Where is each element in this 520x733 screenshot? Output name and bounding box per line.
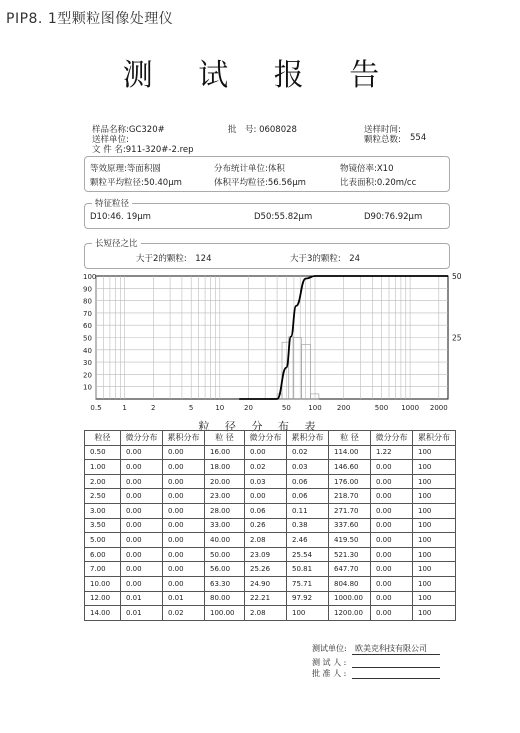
table-cell: 0.00 [371, 503, 413, 518]
table-header-cell: 累积分布 [287, 431, 329, 446]
table-header-cell: 微分分布 [371, 431, 413, 446]
table-cell: 20.00 [205, 474, 245, 489]
table-cell: 0.00 [121, 460, 163, 475]
table-cell: 0.03 [245, 474, 287, 489]
equiv-principle: 等效原理:等面积圆 [90, 164, 161, 174]
table-cell: 114.00 [329, 445, 371, 460]
x-tick-label: 100 [308, 404, 322, 412]
file-name: 文 件 名:911-320#-2.rep [92, 145, 194, 155]
table-row [85, 562, 456, 577]
tester-underline [352, 667, 440, 668]
table-cell: 0.02 [245, 460, 287, 475]
table-cell: 218.70 [329, 489, 371, 504]
table-cell: 56.00 [205, 562, 245, 577]
table-cell: 0.00 [121, 547, 163, 562]
table-cell: 33.00 [205, 518, 245, 533]
table-cell: 0.00 [245, 489, 287, 504]
table-cell: 3.50 [85, 518, 121, 533]
table-cell: 100 [413, 489, 456, 504]
test-unit-underline [352, 654, 440, 655]
table-cell: 7.00 [85, 562, 121, 577]
test-unit-value: 欧美克科技有限公司 [355, 644, 427, 653]
table-cell: 0.06 [287, 489, 329, 504]
table-row [85, 591, 456, 606]
ratio-gt3: 大于3的颗粒: 24 [290, 254, 361, 264]
x-tick-label: 1 [122, 404, 127, 412]
table-cell: 100 [413, 606, 456, 621]
table-cell: 25.26 [245, 562, 287, 577]
table-cell: 6.00 [85, 547, 121, 562]
magnification: 物镜倍率:X10 [340, 164, 394, 174]
table-cell: 521.30 [329, 547, 371, 562]
table-cell: 50.81 [287, 562, 329, 577]
table-cell: 0.01 [121, 591, 163, 606]
table-cell: 0.03 [287, 460, 329, 475]
table-header-cell: 微分分布 [121, 431, 163, 446]
y-tick-label: 60 [83, 322, 92, 331]
size-distribution-table [84, 430, 456, 621]
send-time: 送样时间: [364, 125, 401, 135]
table-cell: 100 [413, 474, 456, 489]
table-cell: 0.02 [287, 445, 329, 460]
table-row [85, 460, 456, 475]
table-cell: 75.71 [287, 576, 329, 591]
table-cell: 22.21 [245, 591, 287, 606]
x-tick-label: 2000 [429, 404, 448, 412]
y-tick-label: 20 [83, 371, 92, 380]
table-cell: 100.00 [205, 606, 245, 621]
table-header-cell: 累积分布 [413, 431, 456, 446]
d10-value: D10:46. 19μm [90, 212, 151, 222]
x-tick-label: 0.5 [90, 404, 102, 412]
table-cell: 100 [413, 562, 456, 577]
table-cell: 3.00 [85, 503, 121, 518]
table-cell: 0.00 [121, 518, 163, 533]
table-title: 粒 径 分 布 表 [198, 420, 322, 433]
table-cell: 804.80 [329, 576, 371, 591]
x-tick-label: 2 [151, 404, 156, 412]
table-cell: 0.00 [371, 576, 413, 591]
tester-label: 测 试 人 : [312, 658, 347, 667]
table-cell: 10.00 [85, 576, 121, 591]
report-title: 测 试 报 告 [122, 58, 398, 93]
table-cell: 18.00 [205, 460, 245, 475]
table-cell: 100 [413, 503, 456, 518]
table-cell: 0.00 [371, 547, 413, 562]
table-row [85, 474, 456, 489]
table-cell: 0.00 [371, 460, 413, 475]
table-header-cell: 粒 径 [329, 431, 371, 446]
table-cell: 419.50 [329, 533, 371, 548]
sample-name: 样品名称:GC320# [92, 125, 165, 135]
table-cell: 80.00 [205, 591, 245, 606]
table-cell: 2.08 [245, 606, 287, 621]
table-row [85, 518, 456, 533]
table-row [85, 576, 456, 591]
table-cell: 0.50 [85, 445, 121, 460]
table-cell: 0.00 [371, 518, 413, 533]
table-cell: 1.22 [371, 445, 413, 460]
table-cell: 0.00 [121, 489, 163, 504]
table-cell: 100 [413, 445, 456, 460]
table-cell: 0.00 [371, 533, 413, 548]
table-cell: 2.50 [85, 489, 121, 504]
table-cell: 0.00 [371, 606, 413, 621]
aspect-ratio-legend: 长短径之比 [92, 237, 141, 249]
right-tick-label: 50 [452, 272, 462, 281]
x-tick-label: 50 [281, 404, 291, 412]
table-cell: 647.70 [329, 562, 371, 577]
right-axis-ticks [452, 272, 462, 343]
table-cell: 100 [413, 518, 456, 533]
table-cell: 97.92 [287, 591, 329, 606]
approver-underline [352, 678, 440, 679]
table-cell: 100 [287, 606, 329, 621]
app-title: PIP8. 1型颗粒图像处理仪 [6, 11, 174, 27]
table-cell: 0.00 [121, 533, 163, 548]
table-cell: 0.02 [163, 606, 205, 621]
table-cell: 25.54 [287, 547, 329, 562]
y-tick-label: 50 [83, 334, 92, 343]
table-cell: 0.06 [245, 503, 287, 518]
table-cell: 0.06 [287, 474, 329, 489]
table-cell: 0.00 [163, 533, 205, 548]
y-tick-label: 100 [83, 273, 97, 281]
table-cell: 0.00 [121, 503, 163, 518]
y-tick-label: 70 [83, 309, 92, 318]
table-cell: 0.00 [163, 576, 205, 591]
y-tick-label: 80 [83, 297, 92, 306]
table-cell: 0.26 [245, 518, 287, 533]
x-tick-label: 500 [374, 404, 389, 412]
x-tick-label: 200 [336, 404, 351, 412]
table-cell: 176.00 [329, 474, 371, 489]
table-cell: 0.00 [163, 489, 205, 504]
x-tick-label: 5 [188, 404, 194, 412]
y-tick-label: 90 [83, 285, 92, 294]
table-cell: 146.60 [329, 460, 371, 475]
d50-value: D50:55.82μm [254, 212, 313, 222]
particle-total: 554 [410, 133, 427, 143]
table-cell: 23.00 [205, 489, 245, 504]
test-unit-label: 测试单位: [312, 644, 347, 653]
table-row [85, 547, 456, 562]
particle-total-label: 颗粒总数: [364, 135, 401, 145]
table-cell: 0.00 [121, 576, 163, 591]
table-cell: 0.00 [371, 591, 413, 606]
table-header-cell: 粒径 [85, 431, 121, 446]
table-row [85, 606, 456, 621]
approver-label: 批 准 人 : [312, 669, 347, 678]
table-cell: 50.00 [205, 547, 245, 562]
table-cell: 23.09 [245, 547, 287, 562]
volume-mean-size: 体积平均粒径:56.56μm [214, 178, 306, 188]
table-cell: 0.00 [371, 489, 413, 504]
table-cell: 0.00 [121, 474, 163, 489]
send-unit: 送样单位: [92, 135, 129, 145]
ratio-gt2: 大于2的颗粒: 124 [136, 254, 212, 264]
particle-distribution-chart [0, 268, 520, 418]
table-cell: 0.00 [163, 562, 205, 577]
table-cell: 1.00 [85, 460, 121, 475]
table-cell: 0.00 [371, 562, 413, 577]
table-cell: 5.00 [85, 533, 121, 548]
table-cell: 271.70 [329, 503, 371, 518]
table-cell: 28.00 [205, 503, 245, 518]
table-cell: 1200.00 [329, 606, 371, 621]
x-axis-ticks [90, 404, 447, 412]
x-tick-label: 10 [215, 404, 225, 412]
x-tick-label: 20 [243, 404, 253, 412]
table-cell: 0.01 [121, 606, 163, 621]
table-cell: 100 [413, 576, 456, 591]
table-cell: 2.46 [287, 533, 329, 548]
table-cell: 0.00 [163, 518, 205, 533]
table-cell: 100 [413, 547, 456, 562]
table-cell: 0.01 [163, 591, 205, 606]
y-tick-label: 10 [83, 383, 92, 392]
table-cell: 0.38 [287, 518, 329, 533]
d90-value: D90:76.92μm [364, 212, 423, 222]
table-cell: 0.00 [163, 474, 205, 489]
table-header-cell: 粒 径 [205, 431, 245, 446]
table-cell: 14.00 [85, 606, 121, 621]
table-cell: 12.00 [85, 591, 121, 606]
y-axis-ticks [83, 273, 96, 392]
batch-number: 批 号: 0608028 [228, 125, 297, 135]
table-cell: 337.60 [329, 518, 371, 533]
table-cell: 0.00 [163, 460, 205, 475]
table-row [85, 489, 456, 504]
table-cell: 100 [413, 591, 456, 606]
table-cell: 16.00 [205, 445, 245, 460]
table-row [85, 533, 456, 548]
table-cell: 0.00 [163, 445, 205, 460]
table-row [85, 503, 456, 518]
table-cell: 40.00 [205, 533, 245, 548]
y-tick-label: 30 [83, 359, 92, 368]
table-cell: 1000.00 [329, 591, 371, 606]
table-cell: 100 [413, 460, 456, 475]
table-cell: 2.08 [245, 533, 287, 548]
table-cell: 0.00 [371, 474, 413, 489]
table-cell: 2.00 [85, 474, 121, 489]
specific-surface: 比表面积:0.20m/cc [340, 178, 417, 188]
right-tick-label: 25 [452, 333, 462, 343]
table-cell: 0.00 [163, 503, 205, 518]
table-cell: 63.30 [205, 576, 245, 591]
feature-size-legend: 特征粒径 [92, 197, 132, 209]
table-cell: 24.90 [245, 576, 287, 591]
table-cell: 100 [413, 533, 456, 548]
table-row [85, 445, 456, 460]
stat-unit: 分布统计单位:体积 [214, 164, 285, 174]
table-cell: 0.00 [121, 445, 163, 460]
table-cell: 0.00 [245, 445, 287, 460]
table-header-cell: 微分分布 [245, 431, 287, 446]
mean-size: 颗粒平均粒径:50.40μm [90, 178, 182, 188]
y-tick-label: 40 [83, 346, 92, 355]
table-header-cell: 累积分布 [163, 431, 205, 446]
x-tick-label: 1000 [401, 404, 420, 412]
table-cell: 0.00 [121, 562, 163, 577]
table-cell: 0.11 [287, 503, 329, 518]
table-cell: 0.00 [163, 547, 205, 562]
